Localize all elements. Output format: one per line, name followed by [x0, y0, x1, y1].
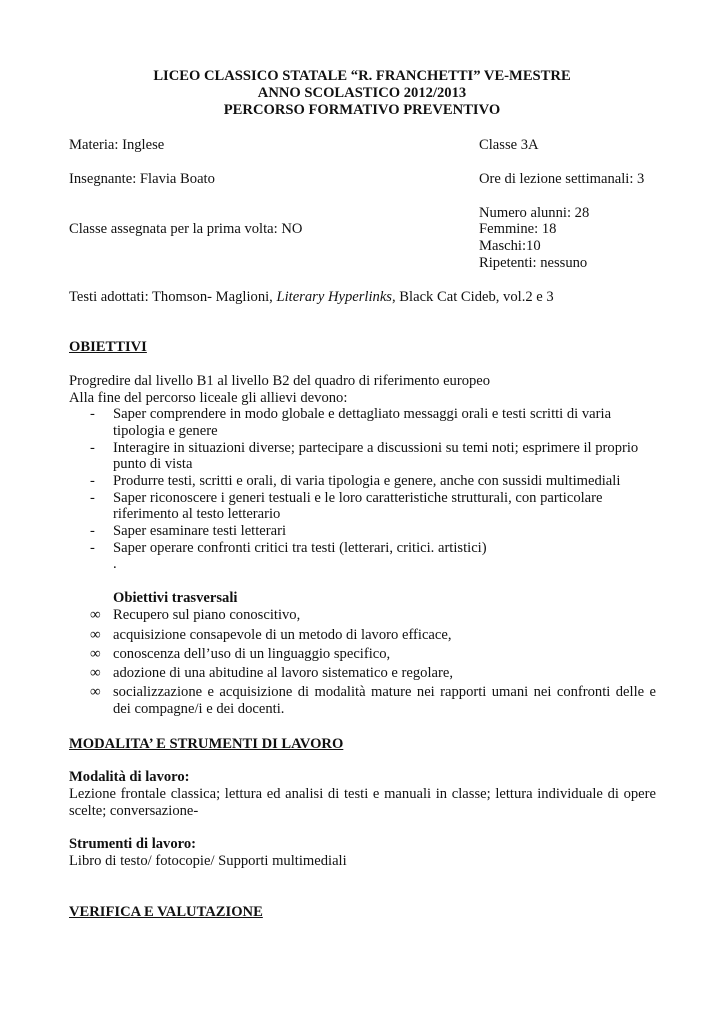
school-year: ANNO SCOLASTICO 2012/2013: [257, 85, 467, 101]
list-item: socializzazione e acquisizione di modalità mature nei rapporti umani nei confronti delle e: [113, 684, 656, 700]
list-item: Produrre testi, scritti e orali, di varia tipologia e genere, anche con sussidi multimediali: [113, 473, 621, 489]
infinity-bullet-icon: ∞: [90, 665, 101, 681]
verifica-heading: VERIFICA E VALUTAZIONE: [69, 904, 263, 920]
school-title: LICEO CLASSICO STATALE “R. FRANCHETTI” VE-MESTRE: [153, 68, 571, 84]
strumenti-text: Libro di testo/ fotocopie/ Supporti multimediali: [69, 853, 347, 869]
list-item-continuation: tipologia e genere: [113, 423, 218, 439]
testi-adottati: [69, 289, 554, 306]
femmine-label: Femmine: 18: [479, 221, 557, 237]
obiettivi-intro-1: Progredire dal livello B1 al livello B2 del quadro di riferimento europeo: [69, 373, 491, 389]
infinity-bullet-icon: ∞: [90, 684, 101, 700]
list-item: Interagire in situazioni diverse; partecipare a discussioni su temi noti; esprimere il proprio: [113, 440, 639, 456]
alunni-label: Numero alunni: 28: [479, 205, 590, 221]
obiettivi-heading: OBIETTIVI: [69, 339, 147, 355]
ore-label: Ore di lezione settimanali: 3: [479, 171, 645, 187]
materia-label: Materia: Inglese: [69, 137, 165, 153]
list-item: Saper comprendere in modo globale e dettagliato messaggi orali e testi scritti di varia: [113, 406, 612, 422]
list-item: Saper riconoscere i generi testuali e le loro caratteristiche strutturali, con particolare: [113, 490, 603, 506]
maschi-label: Maschi:10: [479, 238, 541, 254]
list-item: adozione di una abitudine al lavoro sistematico e regolare,: [113, 665, 453, 681]
list-item: Saper operare confronti critici tra testi (letterari, critici. artistici): [113, 540, 487, 556]
list-item: acquisizione consapevole di un metodo di lavoro efficace,: [113, 627, 452, 643]
bullet-dash: -: [90, 473, 95, 489]
infinity-bullet-icon: ∞: [90, 607, 101, 623]
list-item-continuation: dei compagne/i e dei docenti.: [113, 701, 285, 717]
list-item-continuation: riferimento al testo letterario: [113, 506, 281, 522]
trailing-dot: .: [113, 556, 117, 572]
list-item: Recupero sul piano conoscitivo,: [113, 607, 301, 623]
bullet-dash: -: [90, 440, 95, 456]
obiettivi-intro-2: Alla fine del percorso liceale gli allievi devono:: [69, 390, 348, 406]
testi-title: Literary Hyperlinks: [276, 289, 392, 305]
strumenti-subheading: Strumenti di lavoro:: [69, 836, 197, 852]
modalita-subheading: Modalità di lavoro:: [69, 769, 190, 785]
bullet-dash: -: [90, 406, 95, 422]
infinity-bullet-icon: ∞: [90, 646, 101, 662]
list-item-continuation: punto di vista: [113, 456, 193, 472]
classe-label: Classe 3A: [479, 137, 539, 153]
infinity-bullet-icon: ∞: [90, 627, 101, 643]
testi-prefix: Testi adottati: Thomson- Maglioni,: [69, 289, 277, 305]
list-item: conoscenza dell’uso di un linguaggio specifico,: [113, 646, 391, 662]
modalita-text-line-2: scelte; conversazione-: [69, 803, 199, 819]
ripetenti-label: Ripetenti: nessuno: [479, 255, 588, 271]
trasversali-heading: Obiettivi trasversali: [113, 590, 238, 606]
insegnante-label: Insegnante: Flavia Boato: [69, 171, 215, 187]
testi-suffix: , Black Cat Cideb, vol.2 e 3: [392, 289, 554, 305]
list-item: Saper esaminare testi letterari: [113, 523, 287, 539]
classe-assegnata-label: Classe assegnata per la prima volta: NO: [69, 221, 303, 237]
bullet-dash: -: [90, 523, 95, 539]
modalita-text-line-1: Lezione frontale classica; lettura ed analisi di testi e manuali in classe; lettura individuale di opere: [69, 786, 656, 802]
bullet-dash: -: [90, 490, 95, 506]
bullet-dash: -: [90, 540, 95, 556]
modalita-heading: MODALITA’ E STRUMENTI DI LAVORO: [69, 736, 344, 752]
document-title: PERCORSO FORMATIVO PREVENTIVO: [223, 102, 501, 118]
